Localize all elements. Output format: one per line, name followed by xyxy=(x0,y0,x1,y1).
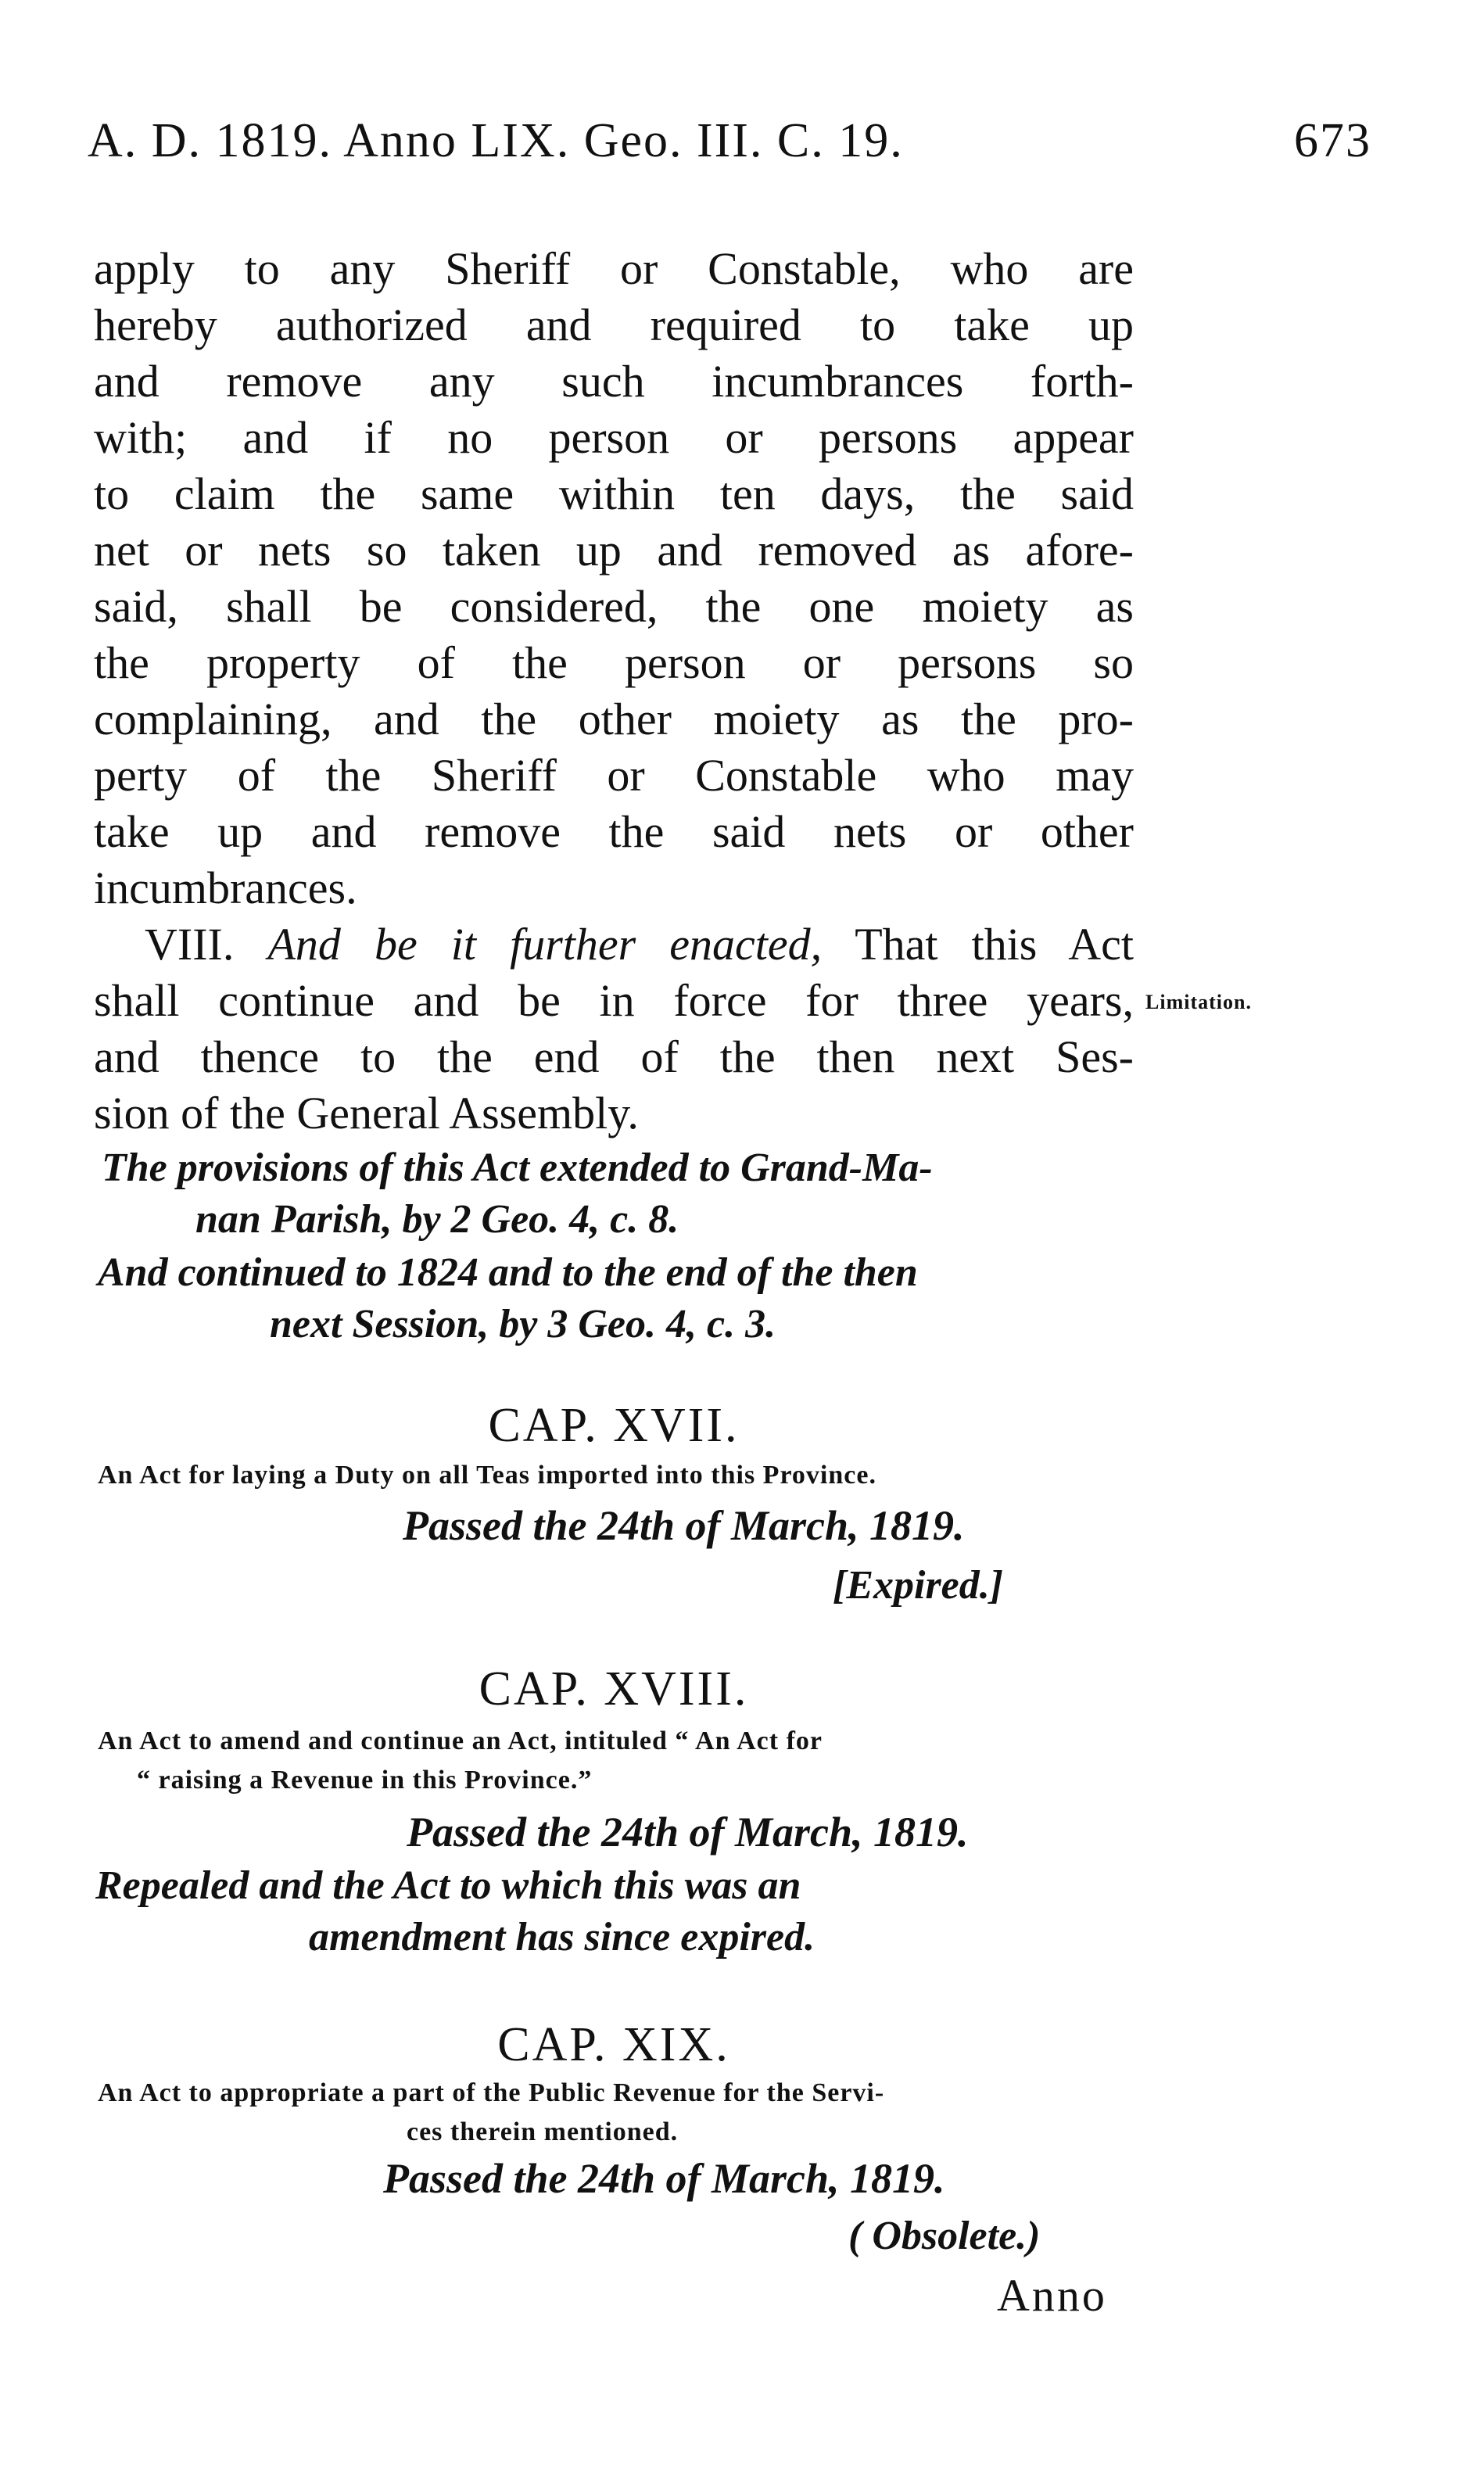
act-description: An Act for laying a Duty on all Teas imported into this Province. xyxy=(98,1461,876,1490)
editorial-note-line: nan Parish, by 2 Geo. 4, c. 8. xyxy=(195,1197,679,1242)
act-description: An Act to amend and continue an Act, intituled “ An Act for xyxy=(98,1726,823,1755)
catchword: Anno xyxy=(997,2270,1107,2321)
act-description: ces therein mentioned. xyxy=(407,2117,679,2146)
passed-date: Passed the 24th of March, 1819. xyxy=(407,1809,969,1856)
body-line: hereby authorized and required to take up xyxy=(94,299,1134,350)
act-status: [Expired.] xyxy=(833,1563,1004,1608)
editorial-note-line: The provisions of this Act extended to Grand-Ma- xyxy=(102,1146,933,1190)
section-viii-first-line xyxy=(145,918,1134,970)
body-line: net or nets so taken up and removed as afore- xyxy=(94,525,1134,575)
act-description: “ raising a Revenue in this Province.” xyxy=(137,1766,593,1795)
body-line: incumbrances. xyxy=(94,862,357,913)
body-line: and remove any such incumbrances forth- xyxy=(94,356,1134,407)
chapter-title: CAP. XVIII. xyxy=(479,1662,749,1716)
act-description: An Act to appropriate a part of the Public Revenue for the Servi- xyxy=(98,2078,885,2107)
editorial-note-line: And continued to 1824 and to the end of the then xyxy=(98,1250,918,1295)
running-title: A. D. 1819. Anno LIX. Geo. III. C. 19. xyxy=(88,114,904,167)
body-line: said, shall be considered, the one moiety as xyxy=(94,581,1134,632)
body-line: shall continue and be in force for three years, xyxy=(94,975,1134,1026)
body-line: and thence to the end of the then next Ses- xyxy=(94,1031,1134,1082)
page-number: 673 xyxy=(1294,114,1371,167)
body-line: sion of the General Assembly. xyxy=(94,1088,639,1138)
body-line: with; and if no person or persons appear xyxy=(94,412,1134,463)
act-status: amendment has since expired. xyxy=(309,1915,815,1960)
passed-date: Passed the 24th of March, 1819. xyxy=(403,1502,965,1549)
body-line: complaining, and the other moiety as the pro- xyxy=(94,694,1134,744)
body-line: perty of the Sheriff or Constable who may xyxy=(94,750,1134,801)
body-line: the property of the person or persons so xyxy=(94,637,1134,688)
act-status: ( Obsolete.) xyxy=(848,2214,1041,2258)
chapter-title: CAP. XVII. xyxy=(488,1399,740,1452)
act-status: Repealed and the Act to which this was an xyxy=(95,1863,801,1908)
section-number: VIII. xyxy=(145,919,235,970)
editorial-note-line: next Session, by 3 Geo. 4, c. 3. xyxy=(270,1302,776,1346)
enacting-clause: And be it further enacted, xyxy=(267,919,823,970)
body-line: apply to any Sheriff or Constable, who are xyxy=(94,243,1134,294)
body-line: take up and remove the said nets or other xyxy=(94,806,1134,857)
body-text: That this Act xyxy=(855,919,1135,970)
chapter-title: CAP. XIX. xyxy=(497,2018,730,2071)
passed-date: Passed the 24th of March, 1819. xyxy=(383,2155,945,2202)
margin-note-limitation: Limitation. xyxy=(1145,991,1252,1013)
body-line: to claim the same within ten days, the said xyxy=(94,468,1134,519)
